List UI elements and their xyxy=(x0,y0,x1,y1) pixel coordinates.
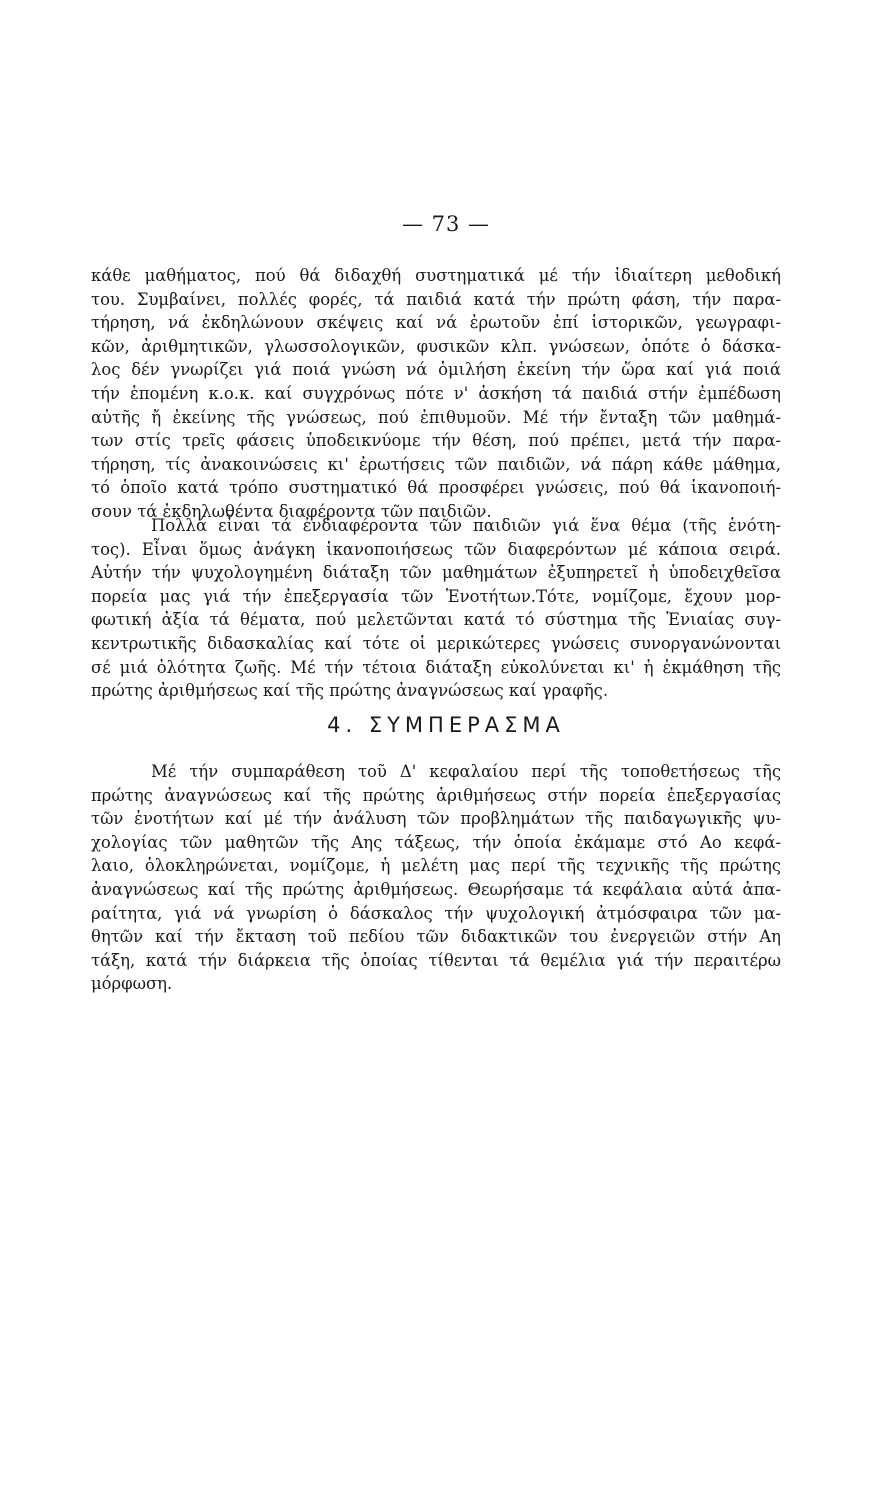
text-line: ραίτητα, γιά νά γνωρίση ὁ δάσκαλος τήν ψυχολογική ἀτμόσφαιρα τῶν μα- xyxy=(91,903,781,923)
text-line: κεντρωτικῆς διδασκαλίας καί τότε οἱ μερικώτερες γνώσεις συνοργανώνονται xyxy=(91,633,781,653)
text-line: Αὐτήν τήν ψυχολογημένη διάταξη τῶν μαθημάτων ἐξυπηρετεῖ ἡ ὑποδειχθεῖσα xyxy=(91,563,781,583)
text-line: κῶν, ἀριθμητικῶν, γλωσσολογικῶν, φυσικῶν κλπ. γνώσεων, ὁπότε ὁ δάσκα- xyxy=(91,336,781,356)
text-line: τήν ἑπομένη κ.ο.κ. καί συγχρόνως πότε ν' ἀσκήση τά παιδιά στήν ἐμπέδωση xyxy=(91,383,781,403)
text-line: τος). Εἶναι ὅμως ἀνάγκη ἱκανοποιήσεως τῶν διαφερόντων μέ κάποια σειρά. xyxy=(91,539,781,559)
text-line: πρώτης ἀριθμήσεως καί τῆς πρώτης ἀναγνώσεως καί γραφῆς. xyxy=(91,681,609,701)
text-line: τῶν ἑνοτήτων καί μέ τήν ἀνάλυση τῶν προβλημάτων τῆς παιδαγωγικῆς ψυ- xyxy=(91,809,781,829)
text-line: λαιο, ὁλοκληρώνεται, νομίζομε, ἡ μελέτη μας περί τῆς τεχνικῆς τῆς πρώτης xyxy=(91,856,781,876)
text-line: του. Συμβαίνει, πολλές φορές, τά παιδιά κατά τήν πρώτη φάση, τήν παρα- xyxy=(91,289,781,309)
text-line: ἀναγνώσεως καί τῆς πρώτης ἀριθμήσεως. Θεωρήσαμε τά κεφάλαια αὐτά ἀπα- xyxy=(91,879,781,899)
text-line: τήρηση, τίς ἀνακοινώσεις κι' ἐρωτήσεις τῶν παιδιῶν, νά πάρη κάθε μάθημα, xyxy=(91,454,781,474)
text-line: τό ὁποῖο κατά τρόπο συστηματικό θά προσφέρει γνώσεις, πού θά ἱκανοποιή- xyxy=(91,478,781,498)
text-line: πρώτης ἀναγνώσεως καί τῆς πρώτης ἀριθμήσεως στήν πορεία ἐπεξεργασίας xyxy=(91,785,781,805)
text-line: τάξη, κατά τήν διάρκεια τῆς ὁποίας τίθενται τά θεμέλια γιά τήν περαιτέρω xyxy=(91,950,781,970)
section-heading: 4. ΣΥΜΠΕΡΑΣΜΑ xyxy=(327,713,565,737)
paragraph-1 xyxy=(91,264,781,524)
text-line: σέ μιά ὁλότητα ζωῆς. Μέ τήν τέτοια διάταξη εὐκολύνεται κι' ἡ ἐκμάθηση τῆς xyxy=(91,657,781,677)
text-line: Πολλά εἶναι τά ἐνδιαφέροντα τῶν παιδιῶν γιά ἕνα θέμα (τῆς ἑνότη- xyxy=(151,516,781,535)
paragraph-2 xyxy=(91,514,781,703)
page-number: — 73 — xyxy=(401,212,491,236)
text-line: τήρηση, νά ἐκδηλώνουν σκέψεις καί νά ἐρωτοῦν ἐπί ἱστορικῶν, γεωγραφι- xyxy=(91,313,781,333)
text-line: κάθε μαθήματος, πού θά διδαχθή συστηματικά μέ τήν ἰδιαίτερη μεθοδική xyxy=(91,266,781,285)
text-line: πορεία μας γιά τήν ἐπεξεργασία τῶν Ἑνοτήτων.Τότε, νομίζομε, ἔχουν μορ- xyxy=(91,586,781,606)
text-line: αὐτῆς ἤ ἐκείνης τῆς γνώσεως, πού ἐπιθυμοῦν. Μέ τήν ἔνταξη τῶν μαθημά- xyxy=(91,407,781,427)
text-line: φωτική ἀξία τά θέματα, πού μελετῶνται κατά τό σύστημα τῆς Ἑνιαίας συγ- xyxy=(91,610,781,630)
paragraph-3 xyxy=(91,760,781,996)
text-line: σουν τά ἐκδηλωθέντα διαφέροντα τῶν παιδιῶν. xyxy=(91,501,492,521)
text-line: θητῶν καί τήν ἔκταση τοῦ πεδίου τῶν διδακτικῶν του ἐνεργειῶν στήν Αη xyxy=(91,927,781,947)
text-line: λος δέν γνωρίζει γιά ποιά γνώση νά ὁμιλήση ἐκείνη τήν ὥρα καί γιά ποιά xyxy=(91,360,781,380)
text-line: Μέ τήν συμπαράθεση τοῦ Δ' κεφαλαίου περί τῆς τοποθετήσεως τῆς xyxy=(151,762,781,781)
text-line: χολογίας τῶν μαθητῶν τῆς Αης τάξεως, τήν ὁποία ἐκάμαμε στό Αο κεφά- xyxy=(91,832,781,852)
text-line: των στίς τρεῖς φάσεις ὑποδεικνύομε τήν θέση, πού πρέπει, μετά τήν παρα- xyxy=(91,431,781,451)
text-line: μόρφωση. xyxy=(91,974,173,994)
